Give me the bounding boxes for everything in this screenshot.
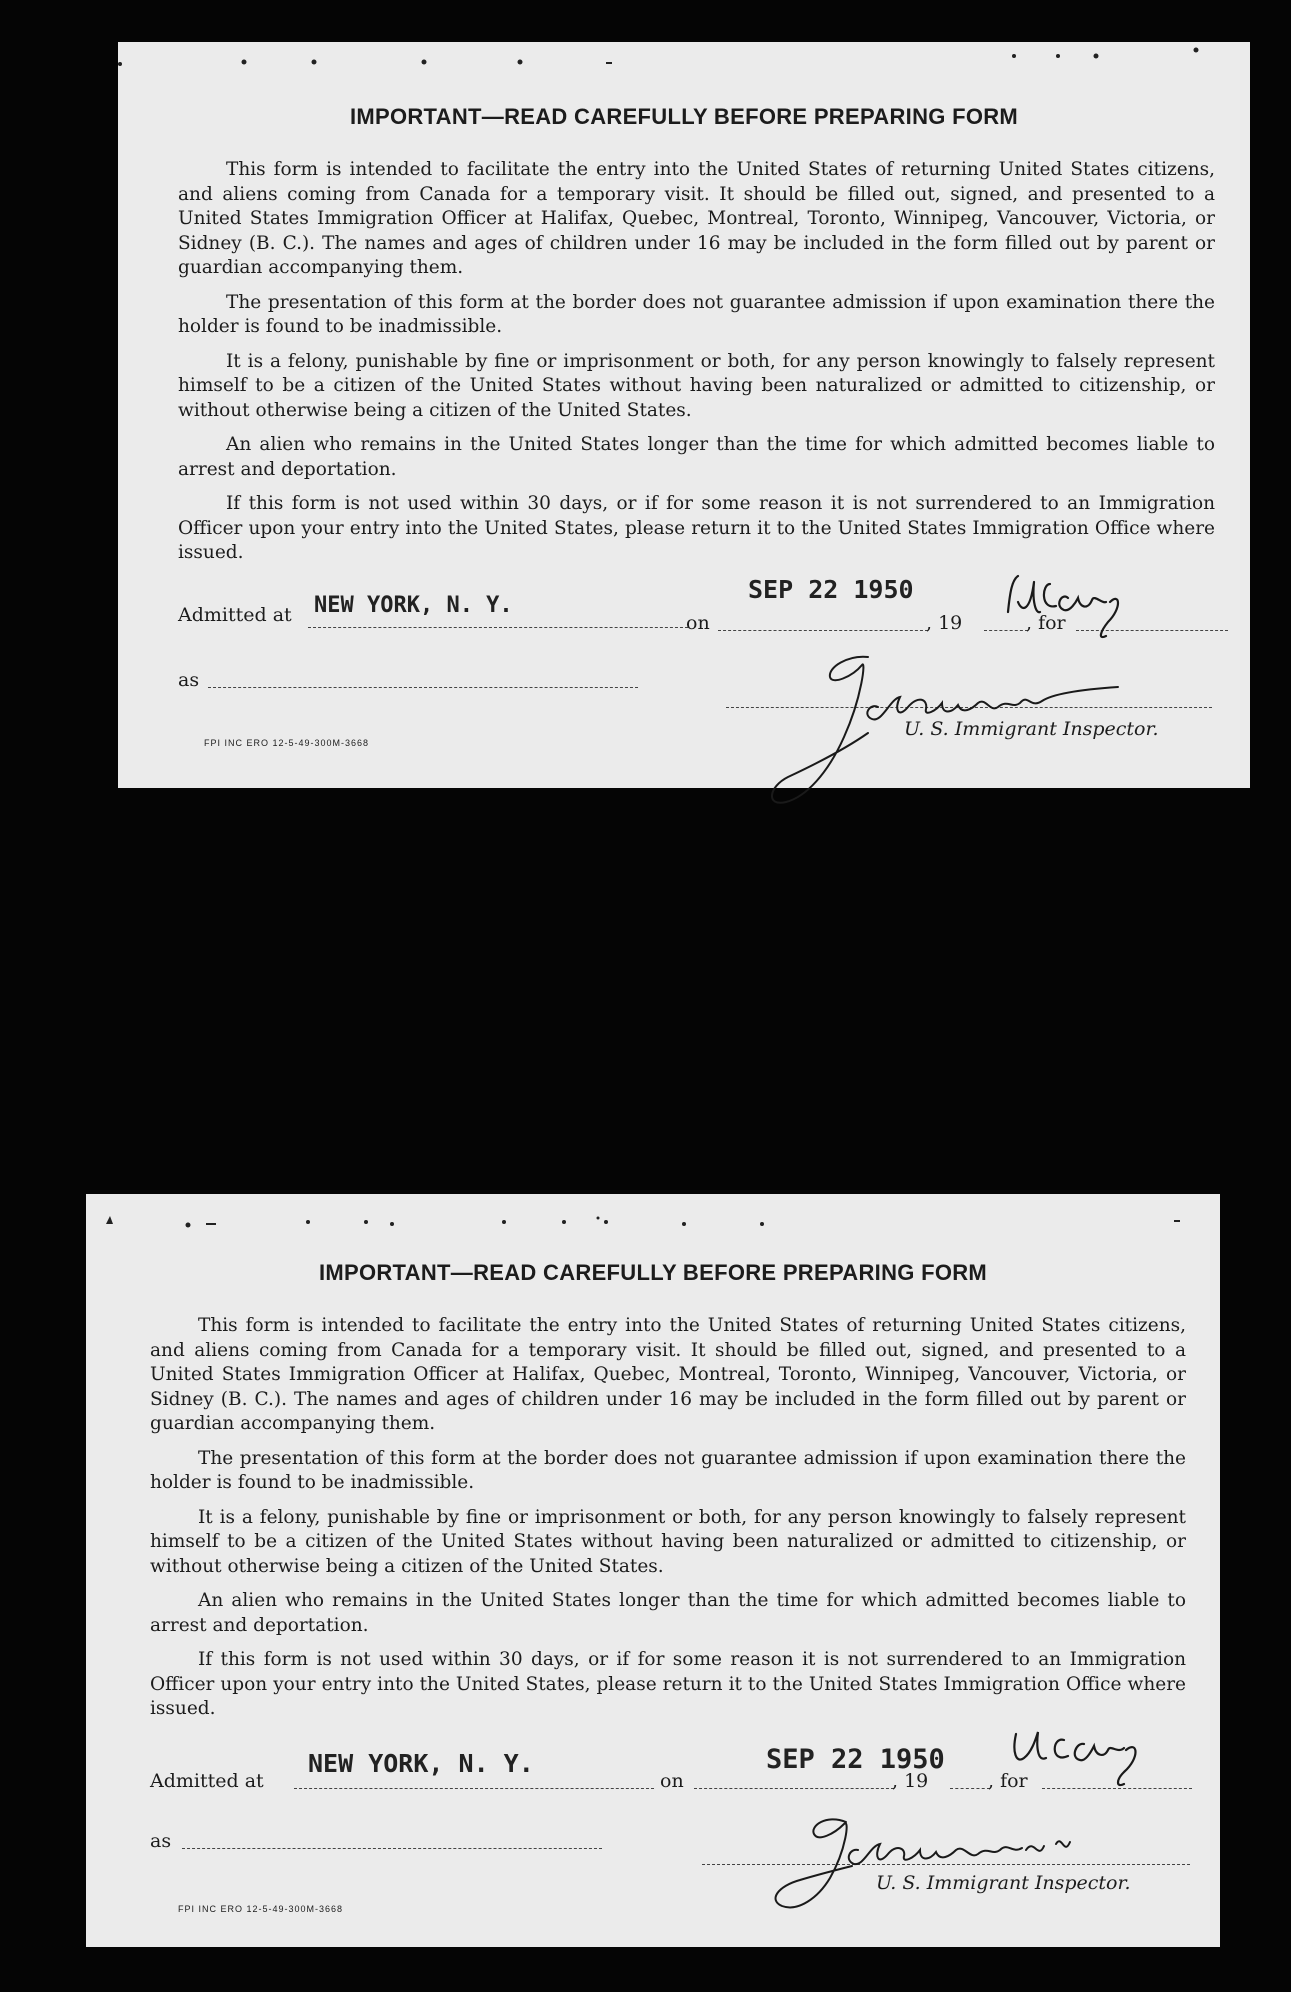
as-label: as — [150, 1830, 172, 1852]
for-label: , for — [988, 1770, 1028, 1792]
inspector-label: U. S. Immigrant Inspector. — [876, 1872, 1131, 1894]
admitted-at-line — [308, 627, 688, 628]
punch-marks-decoration — [118, 42, 1250, 82]
date-stamp: SEP 22 1950 — [766, 1744, 945, 1775]
year-line — [950, 1788, 990, 1789]
form-heading: IMPORTANT—READ CAREFULLY BEFORE PREPARING FORM — [349, 104, 1019, 129]
entry-form-card-1 — [118, 42, 1250, 788]
signature-image — [726, 1794, 1146, 1924]
date-line — [718, 630, 928, 631]
date-stamp: SEP 22 1950 — [748, 575, 914, 604]
on-label: on — [660, 1770, 684, 1792]
instruction-paragraph: It is a felony, punishable by fine or imprisonment or both, for any person knowingly to falsely represent himself to be a citizen of the United States without having been naturalized or admitted to citizenship, or without otherwise being a citizen of the United States. — [178, 350, 1215, 421]
form-heading: IMPORTANT—READ CAREFULLY BEFORE PREPARING FORM — [318, 1260, 988, 1285]
place-stamp: NEW YORK, N. Y. — [308, 1749, 534, 1778]
instruction-paragraph: This form is intended to facilitate the entry into the United States of returning United States citizens, and aliens coming from Canada for a temporary visit. It should be filled out, signed, and presented to a United States Immigration Officer at Halifax, Quebec, Montreal, Toronto, Winnipeg, Vancouver, Victoria, or Sidney (B. C.). The names and ages of children under 16 may be included in the form filled out by parent or guardian accompanying them. — [150, 1315, 1186, 1434]
entry-form-card-2 — [86, 1194, 1220, 1947]
as-line — [182, 1848, 602, 1849]
admitted-at-label: Admitted at — [178, 604, 292, 626]
on-label: on — [686, 612, 710, 634]
as-label: as — [178, 669, 200, 691]
punch-marks-decoration — [86, 1194, 1220, 1234]
for-label: , for — [1026, 612, 1066, 634]
inspector-label: U. S. Immigrant Inspector. — [904, 718, 1159, 740]
instruction-paragraph: If this form is not used within 30 days, or if for some reason it is not surrendered to an Immigration Officer upon your entry into the United States, please return it to the United States Immigration Office where issued. — [150, 1649, 1186, 1719]
for-handwriting-image — [998, 562, 1198, 642]
form-instructions — [150, 1314, 1186, 1732]
for-handwriting-image — [1006, 1714, 1206, 1794]
form-code: FPI INC ERO 12-5-49-300M-3668 — [178, 1904, 344, 1914]
instruction-paragraph: The presentation of this form at the border does not guarantee admission if upon examination there the holder is found to be inadmissible. — [178, 291, 1215, 337]
instruction-paragraph: This form is intended to facilitate the entry into the United States of returning United States citizens, and aliens coming from Canada for a temporary visit. It should be filled out, signed, and presented to a United States Immigration Officer at Halifax, Quebec, Montreal, Toronto, Winnipeg, Vancouver, Victoria, or Sidney (B. C.). The names and ages of children under 16 may be included in the form filled out by parent or guardian accompanying them. — [178, 159, 1215, 278]
as-line — [208, 687, 638, 688]
instruction-paragraph: An alien who remains in the United States longer than the time for which admitted becomes liable to arrest and deportation. — [178, 434, 1215, 480]
form-code: FPI INC ERO 12-5-49-300M-3668 — [204, 738, 370, 748]
instruction-paragraph: If this form is not used within 30 days, or if for some reason it is not surrendered to an Immigration Officer upon your entry into the United States, please return it to the United States Immigration Office where issued. — [178, 493, 1215, 563]
year-label: , 19 — [892, 1770, 929, 1792]
instruction-paragraph: The presentation of this form at the border does not guarantee admission if upon examination there the holder is found to be inadmissible. — [150, 1447, 1186, 1493]
admitted-at-line — [294, 1788, 654, 1789]
form-instructions — [178, 158, 1215, 576]
date-line — [694, 1788, 894, 1789]
admitted-at-label: Admitted at — [150, 1770, 264, 1792]
instruction-paragraph: It is a felony, punishable by fine or imprisonment or both, for any person knowingly to falsely represent himself to be a citizen of the United States without having been naturalized or admitted to citizenship, or without otherwise being a citizen of the United States. — [150, 1506, 1186, 1577]
place-stamp: NEW YORK, N. Y. — [314, 593, 513, 618]
instruction-paragraph: An alien who remains in the United States longer than the time for which admitted becomes liable to arrest and deportation. — [150, 1590, 1186, 1636]
year-label: , 19 — [926, 612, 963, 634]
